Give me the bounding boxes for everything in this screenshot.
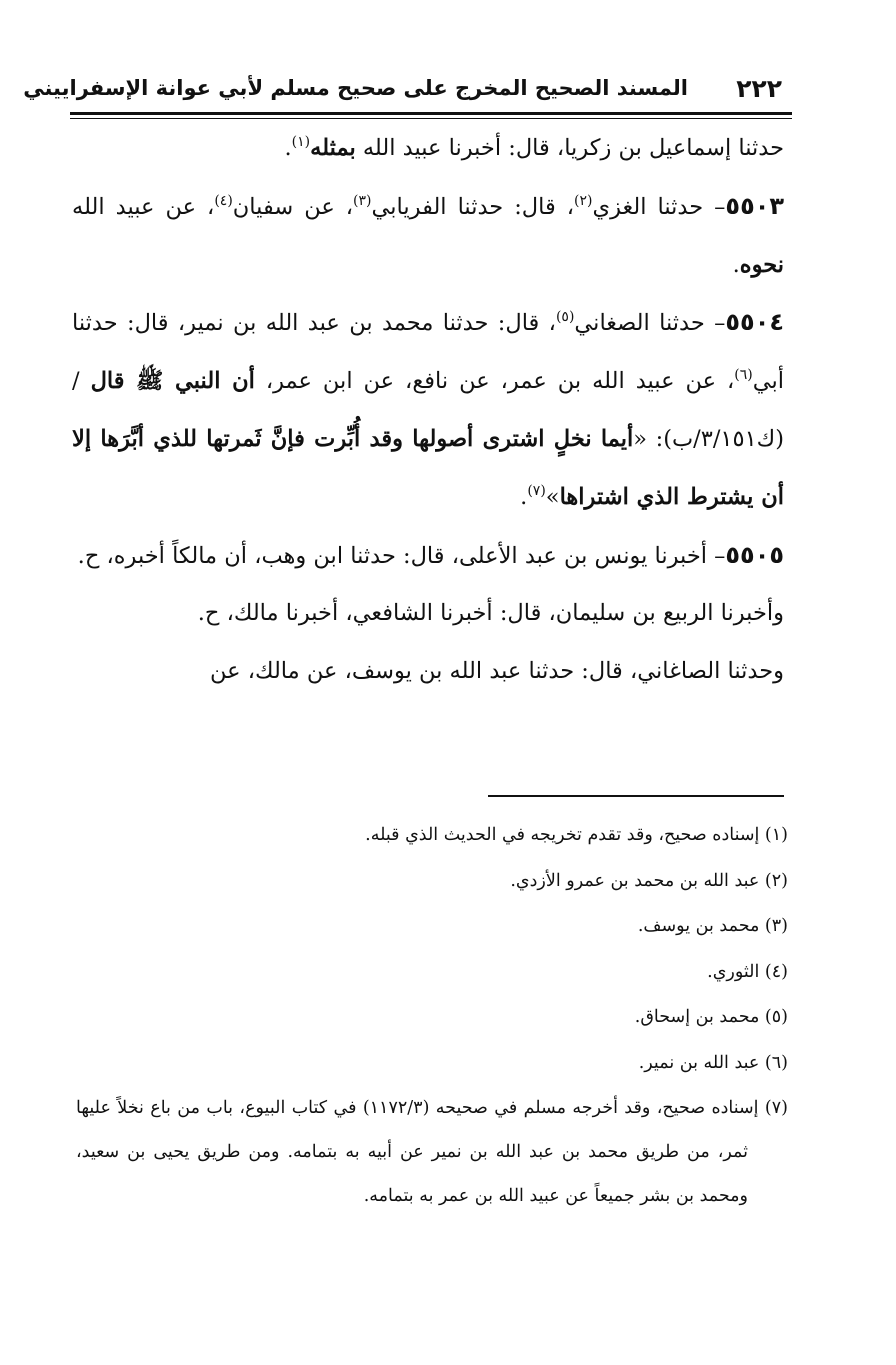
header-rule-thin [70, 118, 792, 119]
hadith-5503: ٥٥٠٣– حدثنا الغزي$^{(٢)}$، قال: حدثنا الفريابي$^{(٣)}$، عن سفيان$^{(٤)}$، عن عبيد الله نحوه. [72, 191, 785, 278]
hadith-number: ٥٥٠٥ [725, 540, 784, 569]
page-number: ٢٢٢ [736, 74, 782, 103]
footnote-7: (٧) إسناده صحيح، وقد أخرجه مسلم في صحيحه (١١٧٢/٣) في كتاب البيوع، باب من باع نخلاً عليها ثمر، من طريق محمد بن عبد الله بن نمير عن أبيه به بتمامه. ومن طريق يحيى بن سعيد، ومحمد بن بشر جميعاً عن عبيد الله بن عمر به بتمامه. [76, 1098, 788, 1206]
hadith-5504: ٥٥٠٤– حدثنا الصغاني$^{(٥)}$، قال: حدثنا محمد بن عبد الله بن نمير، قال: حدثنا أبي$^{(٦)}$، عن عبيد الله بن عمر، عن نافع، عن ابن عمر، أن النبي ﷺ قال / (ك٣/١٥١/ب): «أيما نخلٍ اشترى أصولها وقد أُبِّرت فإنَّ ثَمرتها للذي أبَّرَها إلا أن يشترط الذي اشتراها»$^{(٧)}$. [72, 308, 785, 510]
hadith-5505: ٥٥٠٥– أخبرنا يونس بن عبد الأعلى، قال: حدثنا ابن وهب، أن مالكاً أخبره، ح. [77, 540, 784, 569]
hadith-number: ٥٥٠٣ [725, 191, 785, 220]
footnotes [76, 813, 788, 1218]
running-title: المسند الصحيح المخرج على صحيح مسلم لأبي عوانة الإسفراييني [23, 76, 688, 100]
hadith-number: ٥٥٠٤ [725, 308, 784, 337]
footnote-separator [488, 795, 784, 797]
footnote-ref: (٣) [353, 192, 372, 209]
footnote-2: (٢) عبد الله بن محمد بن عمرو الأزدي. [510, 870, 788, 891]
header-rule-thick [70, 112, 792, 115]
footnote-ref: (٤) [214, 192, 233, 209]
footnote-1: (١) إسناده صحيح، وقد تقدم تخريجه في الحديث الذي قبله. [365, 825, 788, 845]
main-text [72, 120, 784, 701]
footnote-ref: (٧) [527, 482, 546, 499]
footnote-6: (٦) عبد الله بن نمير. [638, 1052, 788, 1073]
footnote-3: (٣) محمد بن يوسف. [637, 916, 788, 936]
footnote-5: (٥) محمد بن إسحاق. [634, 1007, 788, 1027]
footnote-4: (٤) الثوري. [707, 961, 788, 982]
paragraph-chain-3: وحدثنا الصاغاني، قال: حدثنا عبد الله بن يوسف، عن مالك، عن [210, 658, 784, 685]
footnote-ref: (٦) [734, 367, 753, 384]
page-header [23, 66, 792, 112]
footnote-ref: (١) [291, 134, 311, 150]
paragraph-chain-2: وأخبرنا الربيع بن سليمان، قال: أخبرنا الشافعي، أخبرنا مالك، ح. [197, 600, 784, 627]
footnote-ref: (٢) [574, 192, 593, 209]
paragraph-continuation: حدثنا إسماعيل بن زكريا، قال: أخبرنا عبيد الله بمثله$^{(١)}$. [284, 134, 784, 161]
footnote-ref: (٥) [555, 309, 575, 326]
